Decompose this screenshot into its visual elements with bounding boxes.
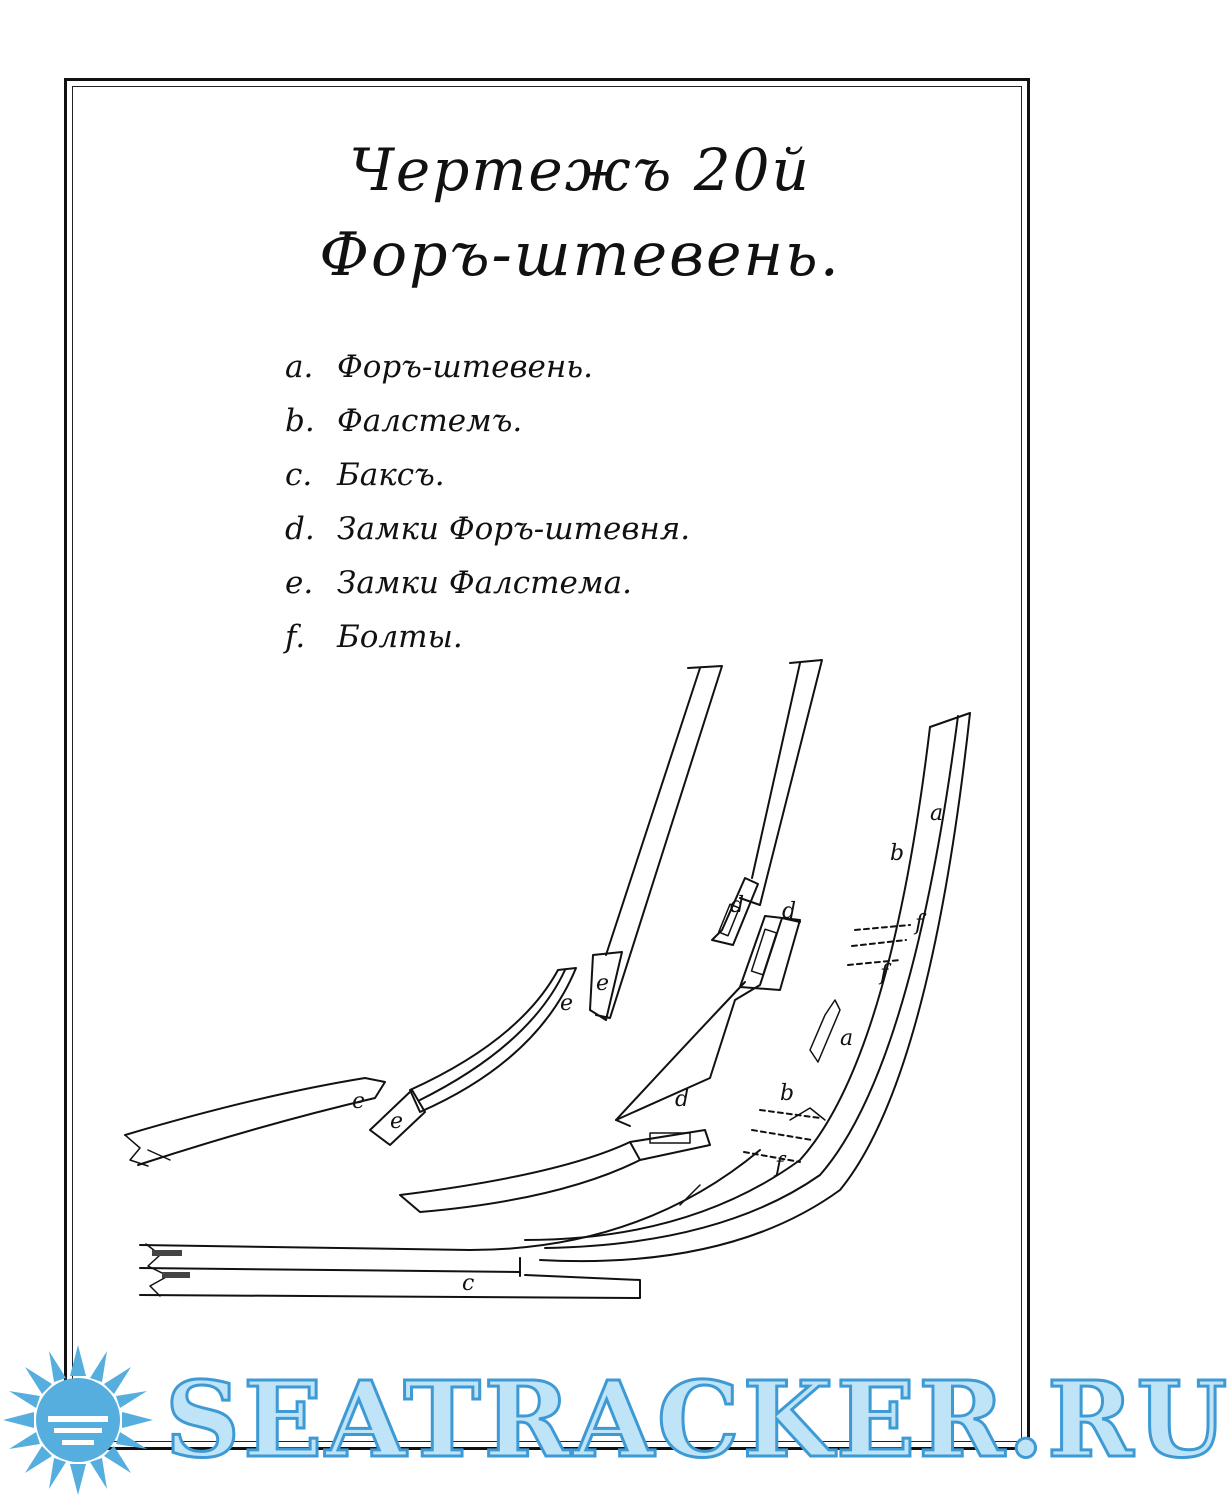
legend-text: Фалстемъ.: [337, 403, 523, 439]
stem-scarf-piece-d-middle: [616, 916, 800, 1126]
label-b-lower: b: [780, 1081, 795, 1106]
legend-key: c.: [285, 457, 313, 493]
legend-text: Замки Фалстема.: [337, 565, 632, 601]
label-d-scarf: d: [730, 893, 745, 918]
label-b-upper: b: [890, 841, 905, 866]
legend-text: Болты.: [337, 619, 463, 655]
legend-key: a.: [285, 349, 314, 385]
title-line-1: Чертежъ 20й: [349, 136, 811, 204]
falstem-piece-e-lower: [125, 1078, 385, 1166]
watermark-text: SEATRACKER.RU: [165, 1358, 1230, 1481]
falstem-piece-e-upper: [590, 666, 722, 1020]
label-e-lower: e: [352, 1089, 366, 1114]
label-e-middle: e: [560, 991, 574, 1016]
label-f-upper: f: [915, 911, 924, 936]
legend-key: f.: [285, 619, 306, 655]
label-d-lower: d: [675, 1087, 690, 1112]
label-f-lower: f: [775, 1153, 784, 1178]
lock-piece-d-lower: [400, 1130, 710, 1212]
label-e-joint: e: [390, 1109, 404, 1134]
legend-text: Замки Форъ-штевня.: [337, 511, 691, 547]
part-labels: [352, 801, 943, 1296]
label-e-upper: e: [596, 971, 610, 996]
label-c: c: [462, 1271, 475, 1296]
title-line-2: Форъ-штевень.: [319, 220, 841, 290]
legend-key: e.: [285, 565, 314, 601]
legend-key: b.: [285, 403, 315, 439]
legend-key: d.: [285, 511, 315, 547]
stem-scarf-piece-d-upper: [712, 660, 822, 945]
label-a-lower: a: [840, 1026, 854, 1051]
label-f-middle: f: [880, 961, 889, 986]
keel-piece-c: [140, 1150, 760, 1298]
label-d-upper: d: [782, 899, 797, 924]
legend-text: Баксъ.: [337, 457, 445, 493]
legend-text: Форъ-штевень.: [337, 349, 594, 385]
label-a-upper: a: [930, 801, 944, 826]
